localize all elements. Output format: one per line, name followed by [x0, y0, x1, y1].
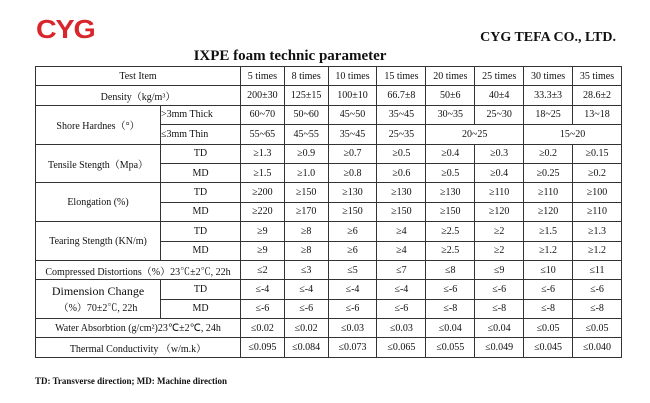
table-cell: ≤-4 [377, 280, 426, 299]
table-cell: ≥130 [426, 183, 475, 202]
table-cell: ≥6 [328, 222, 377, 241]
table-cell: ≥0.6 [377, 163, 426, 182]
table-cell: 15~20 [524, 125, 622, 144]
sub-label: TD [161, 144, 241, 163]
table-cell: 100±10 [328, 86, 377, 105]
table-row [36, 338, 622, 357]
table-cell: ≥0.8 [328, 163, 377, 182]
row-label: Tensile Stength（Mpa） [36, 144, 161, 183]
table-cell: ≤9 [475, 260, 524, 279]
row-label: Compressed Distortions（%）23℃±2℃, 22h [36, 260, 241, 279]
table-cell: ≥2 [475, 241, 524, 260]
table-cell: ≥120 [475, 202, 524, 221]
table-cell: ≤0.040 [573, 338, 622, 357]
sub-label: TD [161, 183, 241, 202]
table-cell: 13~18 [573, 105, 622, 124]
table-cell: ≥8 [284, 222, 328, 241]
table-cell: ≥1.2 [524, 241, 573, 260]
row-label [36, 280, 161, 319]
table-cell: ≥9 [241, 241, 285, 260]
table-cell: ≤0.055 [426, 338, 475, 357]
footnote: TD: Transverse direction; MD: Machine direction [35, 376, 228, 386]
table-cell: ≥0.2 [573, 163, 622, 182]
table-cell: 28.6±2 [573, 86, 622, 105]
row-label: Elongation (%) [36, 183, 161, 222]
table-cell: ≥8 [284, 241, 328, 260]
table-cell: ≤-4 [328, 280, 377, 299]
table-row [36, 86, 622, 105]
parameter-table [35, 66, 622, 358]
company-name: CYG TEFA CO., LTD. [480, 30, 616, 45]
table-cell: 50±6 [426, 86, 475, 105]
table-row [36, 144, 622, 163]
table-cell: ≥0.9 [284, 144, 328, 163]
table-row [36, 105, 622, 124]
table-cell: ≥120 [524, 202, 573, 221]
table-cell: ≤-6 [524, 280, 573, 299]
table-cell: ≥0.4 [475, 163, 524, 182]
table-cell: ≤-4 [284, 280, 328, 299]
sub-label: MD [161, 241, 241, 260]
table-cell: ≥0.15 [573, 144, 622, 163]
table-cell: ≤-6 [426, 280, 475, 299]
table-cell: ≥200 [241, 183, 285, 202]
table-cell: ≥0.2 [524, 144, 573, 163]
table-cell: 125±15 [284, 86, 328, 105]
table-cell: ≤-8 [573, 299, 622, 318]
table-cell: ≤11 [573, 260, 622, 279]
row-label: Shore Hardnes（°） [36, 105, 161, 144]
cyg-logo: CYG [36, 14, 95, 44]
table-cell: ≤2 [241, 260, 285, 279]
sub-label: MD [161, 202, 241, 221]
table-row [36, 319, 622, 338]
table-cell: ≤0.05 [524, 319, 573, 338]
table-row [36, 260, 622, 279]
column-header: 20 times [426, 67, 475, 86]
row-label: Thermal Conductivity （w/m.k） [36, 338, 241, 357]
row-label: Density（kg/m³） [36, 86, 241, 105]
column-header: 30 times [524, 67, 573, 86]
table-row [36, 280, 622, 299]
table-cell: ≤0.065 [377, 338, 426, 357]
table-cell: ≥150 [426, 202, 475, 221]
table-cell: ≤-6 [377, 299, 426, 318]
table-cell: ≥1.3 [573, 222, 622, 241]
table-cell: 30~35 [426, 105, 475, 124]
table-cell: ≥110 [475, 183, 524, 202]
dimension-label: （%）70±2℃, 22h [58, 303, 138, 315]
table-cell: 25~30 [475, 105, 524, 124]
table-cell: ≥0.7 [328, 144, 377, 163]
table-cell: ≥150 [284, 183, 328, 202]
table-cell: ≥2.5 [426, 241, 475, 260]
table-row [36, 183, 622, 202]
table-cell: ≤0.084 [284, 338, 328, 357]
table-cell: ≥1.3 [241, 144, 285, 163]
table-cell: 40±4 [475, 86, 524, 105]
column-header: 35 times [573, 67, 622, 86]
column-header: 5 times [241, 67, 285, 86]
table-cell: ≥2.5 [426, 222, 475, 241]
table-cell: ≤0.073 [328, 338, 377, 357]
table-cell: ≤-6 [328, 299, 377, 318]
table-cell: 33.3±3 [524, 86, 573, 105]
header-cell: Test Item [36, 67, 241, 86]
table-cell: ≥4 [377, 241, 426, 260]
table-cell: ≥110 [524, 183, 573, 202]
table-cell: ≥1.2 [573, 241, 622, 260]
table-cell: ≥1.5 [524, 222, 573, 241]
table-cell: ≤0.04 [426, 319, 475, 338]
table-cell: ≥6 [328, 241, 377, 260]
table-cell: 66.7±8 [377, 86, 426, 105]
row-label: Tearing Stength (KN/m) [36, 222, 161, 261]
column-header: 10 times [328, 67, 377, 86]
table-cell: 35~45 [377, 105, 426, 124]
table-cell: 60~70 [241, 105, 285, 124]
table-cell: ≤0.03 [377, 319, 426, 338]
table-cell: ≤-6 [241, 299, 285, 318]
table-cell: ≤0.049 [475, 338, 524, 357]
table-cell: ≤-8 [475, 299, 524, 318]
sub-label: TD [161, 280, 241, 299]
table-cell: ≤0.02 [284, 319, 328, 338]
table-cell: ≤0.045 [524, 338, 573, 357]
sub-label: MD [161, 299, 241, 318]
dimension-label: Dimension Change [51, 284, 145, 299]
table-cell: 50~60 [284, 105, 328, 124]
column-header: 8 times [284, 67, 328, 86]
table-cell: ≥1.0 [284, 163, 328, 182]
table-cell: ≤7 [377, 260, 426, 279]
table-cell: 35~45 [328, 125, 377, 144]
table-cell: ≥0.4 [426, 144, 475, 163]
sub-label: MD [161, 163, 241, 182]
row-label: Water Absorbtion (g/cm²)23℃±2℃, 24h [36, 319, 241, 338]
table-cell: ≥4 [377, 222, 426, 241]
table-cell: ≤-6 [475, 280, 524, 299]
table-cell: ≤0.03 [328, 319, 377, 338]
table-cell: ≥100 [573, 183, 622, 202]
table-cell: ≤0.095 [241, 338, 285, 357]
table-cell: ≥0.5 [377, 144, 426, 163]
sub-label: >3mm Thick [161, 105, 241, 124]
table-cell: ≤-6 [573, 280, 622, 299]
table-cell: 18~25 [524, 105, 573, 124]
table-cell: ≥0.5 [426, 163, 475, 182]
table-cell: ≤10 [524, 260, 573, 279]
table-cell: ≤5 [328, 260, 377, 279]
table-cell: ≥0.25 [524, 163, 573, 182]
table-cell: 55~65 [241, 125, 285, 144]
table-cell: ≥150 [377, 202, 426, 221]
sub-label: TD [161, 222, 241, 241]
table-cell: ≥9 [241, 222, 285, 241]
column-header: 15 times [377, 67, 426, 86]
table-cell: ≥1.5 [241, 163, 285, 182]
table-cell: ≤-8 [426, 299, 475, 318]
table-cell: ≥150 [328, 202, 377, 221]
table-cell: ≥2 [475, 222, 524, 241]
table-row [36, 222, 622, 241]
table-cell: ≤3 [284, 260, 328, 279]
column-header: 25 times [475, 67, 524, 86]
table-cell: ≤-4 [241, 280, 285, 299]
table-cell: ≥0.3 [475, 144, 524, 163]
table-cell: ≤0.02 [241, 319, 285, 338]
table-cell: ≤0.05 [573, 319, 622, 338]
table-cell: 200±30 [241, 86, 285, 105]
table-cell: ≥130 [328, 183, 377, 202]
table-cell: ≤-8 [524, 299, 573, 318]
table-cell: 45~55 [284, 125, 328, 144]
table-cell: 20~25 [426, 125, 524, 144]
page-title: IXPE foam technic parameter [193, 48, 387, 64]
table-cell: ≥110 [573, 202, 622, 221]
table-cell: ≤-6 [284, 299, 328, 318]
table-cell: ≥170 [284, 202, 328, 221]
table-cell: 45~50 [328, 105, 377, 124]
table-cell: ≥130 [377, 183, 426, 202]
table-row [36, 67, 622, 86]
table-cell: ≤8 [426, 260, 475, 279]
table-cell: ≤0.04 [475, 319, 524, 338]
sub-label: ≤3mm Thin [161, 125, 241, 144]
table-cell: ≥220 [241, 202, 285, 221]
table-cell: 25~35 [377, 125, 426, 144]
